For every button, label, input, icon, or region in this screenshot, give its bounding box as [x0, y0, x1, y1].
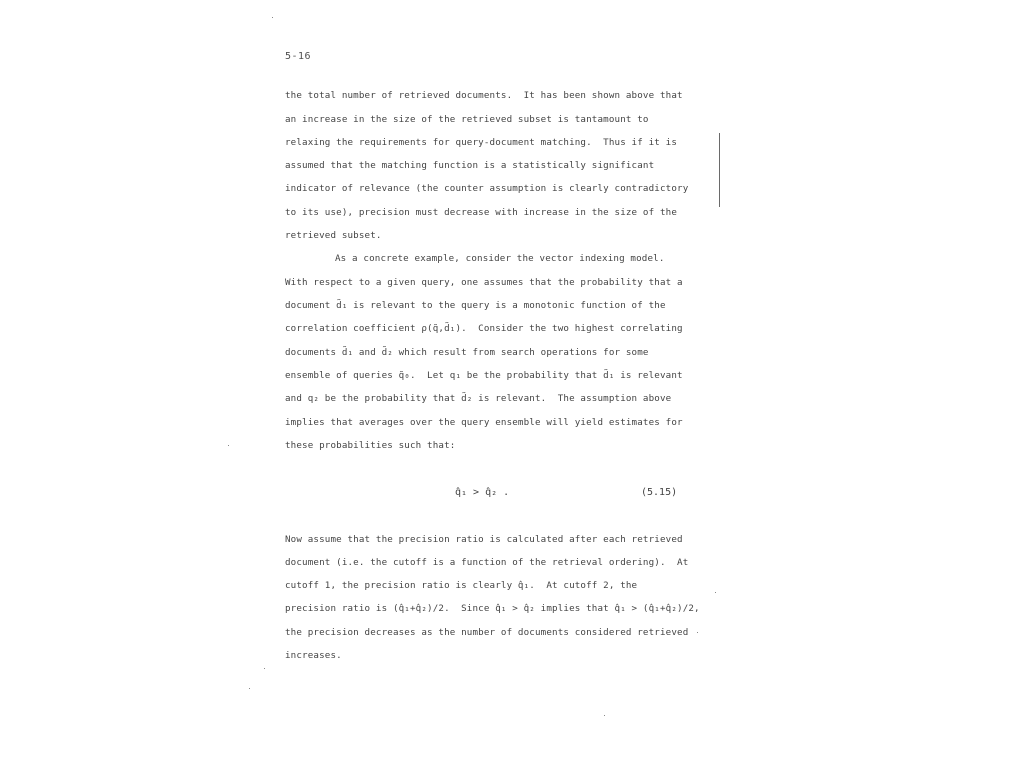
scan-speck [604, 715, 605, 716]
text-line: relaxing the requirements for query-document matching. Thus if it is [285, 137, 678, 148]
text-line: the precision decreases as the number of documents considered retrieved [285, 627, 689, 638]
text-line: As a concrete example, consider the vector indexing model. [335, 253, 665, 264]
text-line: and q₂ be the probability that d̃₂ is relevant. The assumption above [285, 393, 672, 404]
text-line: Now assume that the precision ratio is calculated after each retrieved [285, 534, 683, 545]
text-line: retrieved subset. [285, 230, 382, 241]
scan-speck [228, 445, 229, 446]
text-line: ensemble of queries q̃₀. Let q₁ be the probability that d̃₁ is relevant [285, 370, 683, 381]
scan-speck [272, 17, 273, 18]
text-line: cutoff 1, the precision ratio is clearly q̂₁. At cutoff 2, the [285, 580, 638, 591]
text-line: these probabilities such that: [285, 440, 456, 451]
text-line: With respect to a given query, one assumes that the probability that a [285, 277, 683, 288]
text-line: to its use), precision must decrease with increase in the size of the [285, 207, 678, 218]
text-line: the total number of retrieved documents. It has been shown above that [285, 90, 683, 101]
text-line: document d̃₁ is relevant to the query is a monotonic function of the [285, 300, 666, 311]
text-line: an increase in the size of the retrieved subset is tantamount to [285, 114, 649, 125]
equation: q̂₁ > q̂₂ . [455, 487, 510, 498]
text-line: increases. [285, 650, 342, 661]
text-line: correlation coefficient ρ(q̃,d̃₁). Consider the two highest correlating [285, 323, 683, 334]
page-number: 5-16 [285, 51, 312, 62]
scan-speck [249, 688, 250, 689]
text-line: document (i.e. the cutoff is a function of the retrieval ordering). At [285, 557, 689, 568]
scan-speck [697, 632, 698, 633]
margin-change-bar [719, 133, 720, 207]
text-line: documents d̃₁ and d̃₂ which result from search operations for some [285, 347, 649, 358]
scan-speck [715, 592, 716, 593]
equation-number: (5.15) [641, 487, 678, 498]
text-line: implies that averages over the query ensemble will yield estimates for [285, 417, 683, 428]
text-line: precision ratio is (q̂₁+q̂₂)/2. Since q̂₁ > q̂₂ implies that q̂₁ > (q̂₁+q̂₂)/2, [285, 603, 700, 614]
text-line: indicator of relevance (the counter assumption is clearly contradictory [285, 183, 689, 194]
text-line: assumed that the matching function is a statistically significant [285, 160, 655, 171]
scan-speck [264, 668, 265, 669]
